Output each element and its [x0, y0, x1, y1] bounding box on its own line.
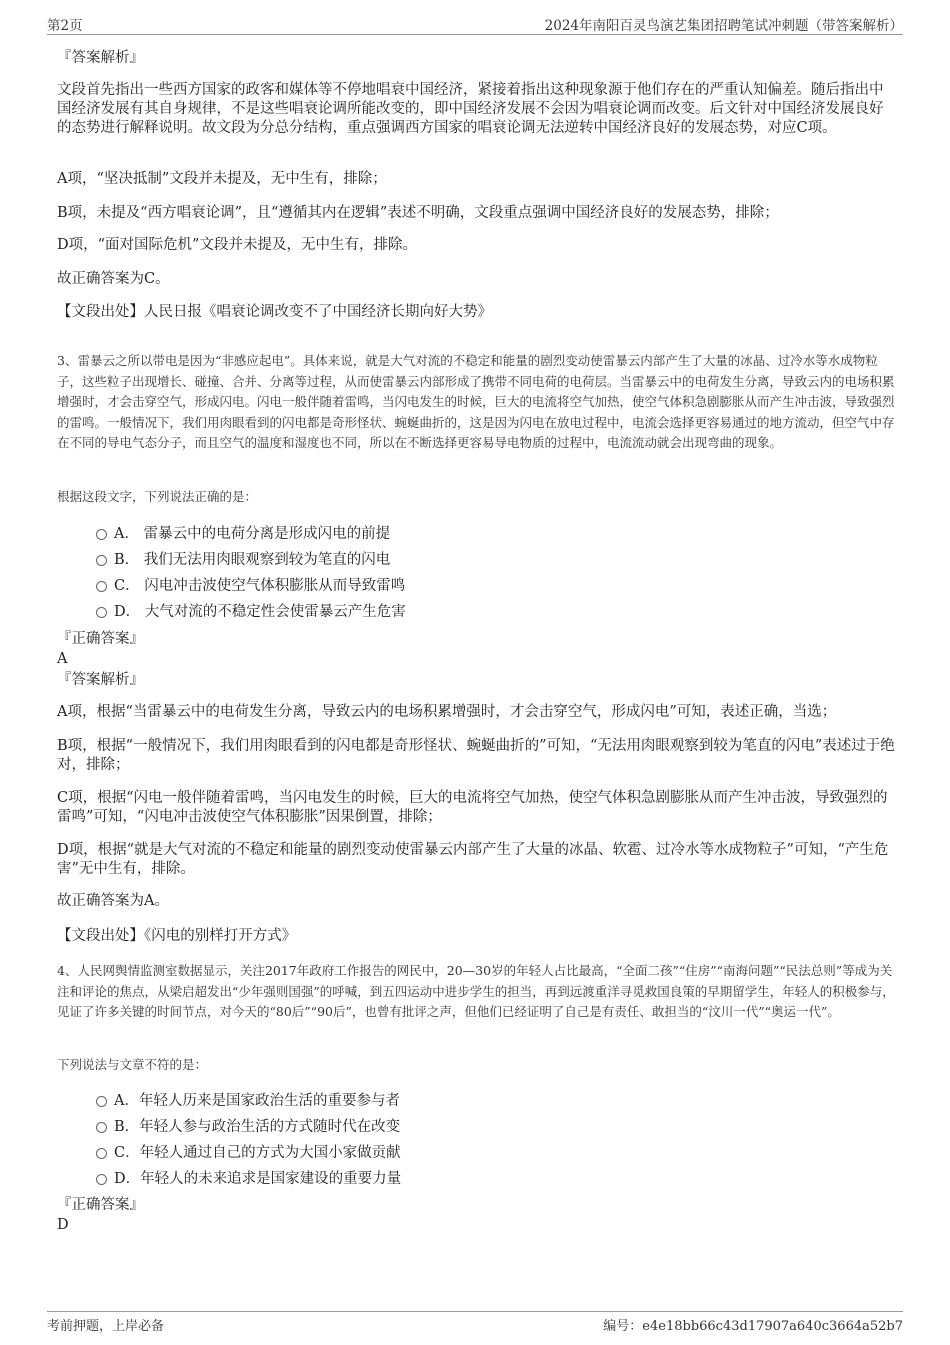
q4-option-c[interactable]: C．年轻人通过自己的方式为大国小家做贡献	[96, 1143, 401, 1163]
q2-option-a-explanation: A项，“坚决抵制”文段并未提及，无中生有，排除；	[57, 171, 387, 187]
q4-prompt: 下列说法与文章不符的是：	[57, 1057, 208, 1072]
footer-motto: 考前押题，上岸必备	[47, 1319, 165, 1334]
document-title: 2024年南阳百灵鸟演艺集团招聘笔试冲刺题（带答案解析）	[544, 18, 903, 34]
radio-icon[interactable]	[96, 1174, 107, 1185]
q3-option-d-explanation: D项，根据“就是大气对流的不稳定和能量的剧烈变动使雷暴云内部产生了大量的冰晶、软雹、过冷水等水成物粒子”可知，“产生危害”无中生有，排除。	[57, 842, 889, 877]
q2-conclusion: 故正确答案为C。	[57, 271, 170, 287]
page-number: 第2页	[47, 18, 83, 34]
q3-option-a-explanation: A项，根据“当雷暴云中的电荷发生分离，导致云内的电场积累增强时，才会击穿空气，形成闪电”可知，表述正确，当选；	[57, 704, 837, 720]
q3-option-c[interactable]: C． 闪电冲击波使空气体积膨胀从而导致雷鸣	[96, 576, 405, 596]
radio-icon[interactable]	[96, 555, 107, 566]
radio-icon[interactable]	[96, 1122, 107, 1133]
q2-analysis: 文段首先指出一些西方国家的政客和媒体等不停地唱衰中国经济，紧接着指出这种现象源于他们存在的严重认知偏差。随后指出中国经济发展有其自身规律，不是这些唱衰论调所能改变的，即中国经济发展不会因为唱衰论调而改变。后文针对中国经济发展良好的态势进行解释说明。故文段为分总分结构，重点强调西方国家的唱衰论调无法逆转中国经济良好的发展态势，对应C项。	[57, 82, 884, 136]
q4-option-d[interactable]: D．年轻人的未来追求是国家建设的重要力量	[96, 1169, 401, 1189]
radio-icon[interactable]	[96, 1096, 107, 1107]
page-footer	[47, 1311, 903, 1334]
q3-option-a[interactable]: A． 雷暴云中的电荷分离是形成闪电的前提	[96, 524, 390, 544]
q4-option-b[interactable]: B．年轻人参与政治生活的方式随时代在改变	[96, 1117, 400, 1137]
q3-option-c-explanation: C项，根据“闪电一般伴随着雷鸣，当闪电发生的时候，巨大的电流将空气加热，使空气体积急剧膨胀从而产生冲击波，导致强烈的雷鸣”可知，“闪电冲击波使空气体积膨胀”因果倒置，排除；	[57, 790, 888, 825]
q3-conclusion: 故正确答案为A。	[57, 893, 169, 909]
q2-option-d-explanation: D项，“面对国际危机”文段并未提及，无中生有，排除。	[57, 237, 417, 253]
q2-source: 【文段出处】人民日报《唱衰论调改变不了中国经济长期向好大势》	[57, 304, 492, 320]
q4-stem: 4、人民网舆情监测室数据显示，关注2017年政府工作报告的网民中，20—30岁的年轻人占比最高，“全面二孩”“住房”“南海问题”“民法总则”等成为关注和评论的焦点，从梁启超发出“少年强则国强”的呼喊，到五四运动中进步学生的担当，再到远渡重洋寻觅救国良策的早期留学生，年轻人的积极参与，见证了许多关键的时间节点，对今天的“80后”“90后”，也曾有批评之声，但他们已经证明了自己是有责任、敢担当的“汶川一代”“奥运一代”。	[57, 963, 895, 1019]
q3-analysis-label: 『答案解析』	[57, 672, 144, 688]
q4-option-a[interactable]: A．年轻人历来是国家政治生活的重要参与者	[96, 1091, 400, 1111]
q2-option-b-explanation: B项，未提及“西方唱衰论调”，且“遵循其内在逻辑”表述不明确，文段重点强调中国经济良好的发展态势，排除；	[57, 205, 779, 221]
document-code: 编号：e4e18bb66c43d17907a640c3664a52b7	[603, 1319, 903, 1334]
q3-option-b[interactable]: B． 我们无法用肉眼观察到较为笔直的闪电	[96, 550, 390, 570]
radio-icon[interactable]	[96, 607, 107, 618]
q4-answer: D	[57, 1217, 69, 1233]
q3-stem: 3、雷暴云之所以带电是因为“非感应起电”。具体来说，就是大气对流的不稳定和能量的剧烈变动使雷暴云内部产生了大量的冰晶、过冷水等水成物粒子，这些粒子出现增长、碰撞、合并、分离等过程，从而使雷暴云内部形成了携带不同电荷的电荷层。当雷暴云中的电荷发生分离，导致云内的电场积累增强时，才会击穿空气，形成闪电。闪电一般伴随着雷鸣，当闪电发生的时候，巨大的电流将空气加热，使空气体积急剧膨胀从而产生冲击波，导致强烈的雷鸣。一般情况下，我们用肉眼看到的闪电都是奇形怪状、蜿蜒曲折的，这是因为闪电在放电过程中，电流会选择更容易通过的地方流动，但空气中存在不同的导电气态分子，而且空气的温度和湿度也不同，所以在不断选择更容易导电物质的过程中，电流流动就会出现弯曲的现象。	[57, 353, 895, 450]
q3-source: 【文段出处】《闪电的别样打开方式》	[57, 928, 297, 944]
q3-option-b-explanation: B项，根据“一般情况下，我们用肉眼看到的闪电都是奇形怪状、蜿蜒曲折的”可知，“无法用肉眼观察到较为笔直的闪电”表述过于绝对，排除；	[57, 738, 895, 773]
radio-icon[interactable]	[96, 529, 107, 540]
q3-answer-label: 『正确答案』	[57, 631, 144, 647]
q2-analysis-label: 『答案解析』	[57, 50, 144, 66]
q4-answer-label: 『正确答案』	[57, 1197, 144, 1213]
radio-icon[interactable]	[96, 1148, 107, 1159]
q3-option-d[interactable]: D． 大气对流的不稳定性会使雷暴云产生危害	[96, 602, 406, 622]
q3-prompt: 根据这段文字，下列说法正确的是：	[57, 489, 258, 504]
page-header	[47, 14, 903, 35]
q3-answer: A	[57, 651, 68, 667]
radio-icon[interactable]	[96, 581, 107, 592]
